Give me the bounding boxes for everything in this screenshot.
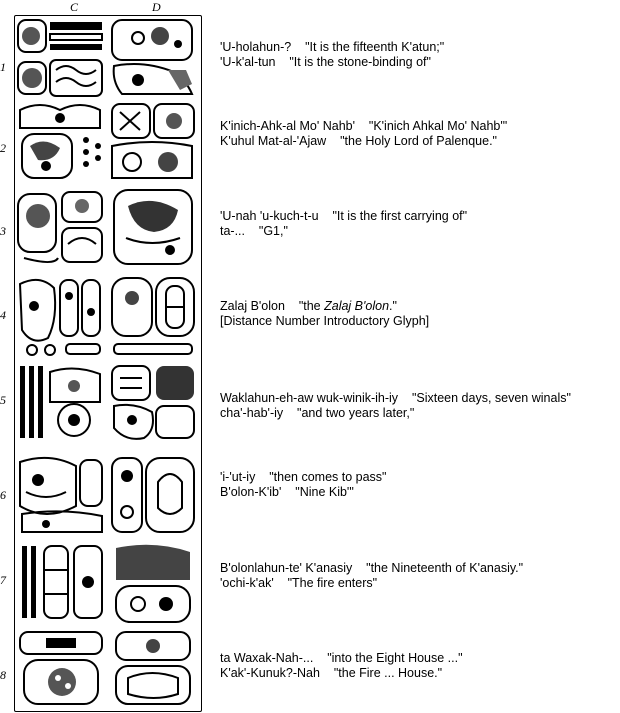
glyph-d4 [108,272,198,360]
glyph-c8 [16,628,106,708]
translation-row-1 [220,40,444,70]
glyph-d1 [108,18,198,100]
translation-line: B'olonlahun-te' K'anasiy "the Nineteenth of K'anasiy." [220,561,524,575]
translation-line: B'olon-K'ib' "Nine Kib'" [220,485,354,499]
row-number-4: 4 [0,308,6,322]
translation-line: ta Waxak-Nah-... "into the Eight House ..." [220,651,463,665]
glyph-c4 [16,272,106,360]
translation-line: 'ochi-k'ak' "The fire enters" [220,576,378,590]
row-number-8: 8 [0,668,6,682]
glyph-c5 [16,362,106,444]
translation-row-7 [220,561,523,591]
translation-row-6 [220,470,387,500]
translation-italic: Zalaj B'olon [324,299,390,313]
glyph-c6 [16,452,106,538]
translation-line: Waklahun-eh-aw wuk-winik-ih-iy "Sixteen days, seven winals" [220,391,571,405]
row-number-5: 5 [0,393,6,407]
glyph-c2 [16,100,106,184]
translation-row-3 [220,209,467,239]
glyph-c7 [16,540,106,626]
translation-line: K'ak'-Kunuk?-Nah "the Fire ... House." [220,666,443,680]
translation-line: 'i-'ut-iy "then comes to pass" [220,470,387,484]
glyph-d6 [108,452,198,538]
glyph-d7 [108,540,198,626]
row-number-6: 6 [0,488,6,502]
translation-line: 'U-nah 'u-kuch-t-u "It is the first carrying of" [220,209,468,223]
column-header-c: C [70,0,79,14]
translation-row-2 [220,119,507,149]
column-header-d: D [152,0,161,14]
glyph-d8 [108,628,198,708]
translation-line: [Distance Number Introductory Glyph] [220,314,430,328]
glyph-d3 [108,186,198,270]
translation-row-8 [220,651,463,681]
row-number-1: 1 [0,60,6,74]
glyph-d2 [108,100,198,184]
translation-line: 'U-holahun-? "It is the fifteenth K'atun;" [220,40,445,54]
translation-line: Zalaj B'olon "the Zalaj B'olon." [220,299,397,313]
glyph-c3 [16,186,106,270]
row-number-2: 2 [0,141,6,155]
translation-row-5 [220,391,571,421]
row-number-7: 7 [0,573,6,587]
translation-line: cha'-hab'-iy "and two years later," [220,406,415,420]
translation-line: 'U-k'al-tun "It is the stone-binding of" [220,55,431,69]
translation-row-4 [220,299,429,329]
row-number-3: 3 [0,224,6,238]
translation-line: K'uhul Mat-al-'Ajaw "the Holy Lord of Palenque." [220,134,497,148]
translation-line: ta-... "G1," [220,224,288,238]
translation-line: K'inich-Ahk-al Mo' Nahb' "K'inich Ahkal Mo' Nahb'" [220,119,508,133]
glyph-c1 [16,18,106,100]
glyph-d5 [108,362,198,444]
